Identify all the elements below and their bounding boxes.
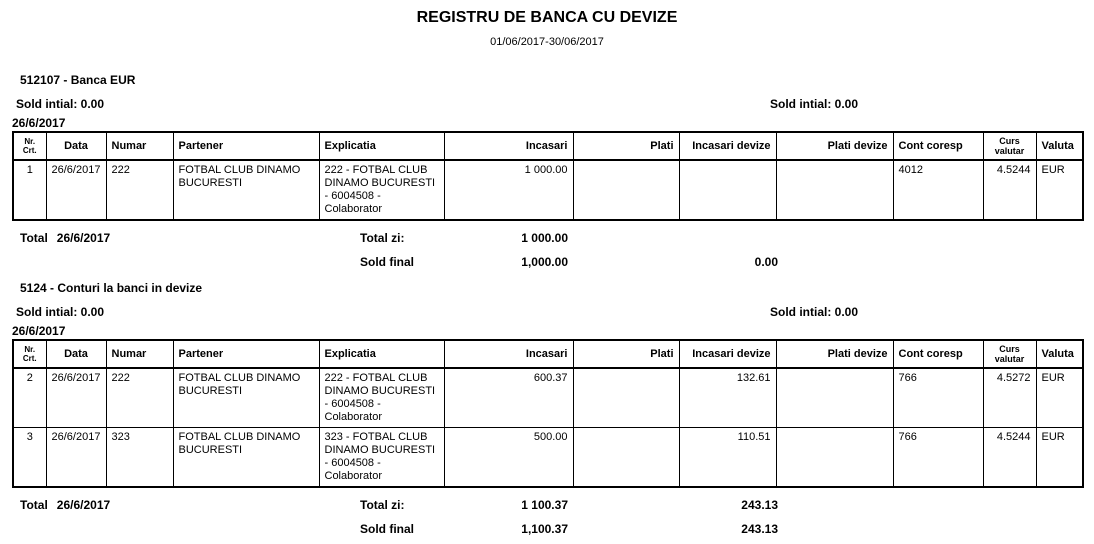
cell-partener: FOTBAL CLUB DINAMO BUCURESTI <box>173 368 319 428</box>
column-header-plati-devize: Plati devize <box>776 132 893 160</box>
sold-initial-right: Sold intial: 0.00 <box>770 305 859 319</box>
cell-curs-valutar: 4.5244 <box>983 428 1036 488</box>
cell-cont-coresp: 4012 <box>893 160 983 220</box>
cell-data: 26/6/2017 <box>46 428 106 488</box>
cell-incasari: 600.37 <box>444 368 573 428</box>
cell-incasari: 500.00 <box>444 428 573 488</box>
total-label: Total <box>20 231 48 245</box>
cell-numar: 222 <box>106 368 173 428</box>
date-heading: 26/6/2017 <box>12 116 66 130</box>
report-period: 01/06/2017-30/06/2017 <box>490 36 604 48</box>
sold-final-label: Sold final <box>360 255 414 269</box>
column-header-incasari: Incasari <box>444 132 573 160</box>
page-title: REGISTRU DE BANCA CU DEVIZE <box>416 9 678 26</box>
column-header-data: Data <box>46 132 106 160</box>
cell-data: 26/6/2017 <box>46 160 106 220</box>
column-header-incasari-devize: Incasari devize <box>679 340 776 368</box>
cell-explicatia: 222 - FOTBAL CLUB DINAMO BUCURESTI - 6004508 - Colaborator <box>319 368 444 428</box>
column-header-nr-crt: Nr. Crt. <box>13 132 46 160</box>
column-header-curs-valutar: Curs valutar <box>983 132 1036 160</box>
column-header-explicatia: Explicatia <box>319 132 444 160</box>
cell-nr-crt: 3 <box>13 428 46 488</box>
table-header-row <box>13 340 1083 368</box>
sold-initial-right: Sold intial: 0.00 <box>770 97 859 111</box>
total-date: 26/6/2017 <box>56 231 111 245</box>
cell-explicatia: 323 - FOTBAL CLUB DINAMO BUCURESTI - 6004508 - Colaborator <box>319 428 444 488</box>
column-header-plati: Plati <box>573 132 679 160</box>
sold-final-devize-value: 0.00 <box>754 255 778 269</box>
table-header-row <box>13 132 1083 160</box>
total-zi-label: Total zi: <box>360 498 405 512</box>
column-header-cont-coresp: Cont coresp <box>893 340 983 368</box>
cell-plati-devize <box>776 428 893 488</box>
cell-partener: FOTBAL CLUB DINAMO BUCURESTI <box>173 160 319 220</box>
cell-plati <box>573 160 679 220</box>
total-label: Total <box>20 498 48 512</box>
cell-numar: 222 <box>106 160 173 220</box>
sold-initial-row <box>0 97 1094 111</box>
column-header-incasari: Incasari <box>444 340 573 368</box>
total-zi-label: Total zi: <box>360 231 405 245</box>
account-title: 5124 - Conturi la banci in devize <box>20 281 203 295</box>
cell-plati <box>573 428 679 488</box>
total-zi-incasari-value: 1 100.37 <box>521 498 568 512</box>
cell-plati <box>573 368 679 428</box>
total-zi-incasari-value: 1 000.00 <box>521 231 568 245</box>
cell-curs-valutar: 4.5272 <box>983 368 1036 428</box>
total-date: 26/6/2017 <box>56 498 111 512</box>
totals-block <box>0 227 1094 277</box>
total-zi-devize-value: 243.13 <box>741 498 778 512</box>
cell-cont-coresp: 766 <box>893 368 983 428</box>
sold-final-incasari-value: 1,100.37 <box>521 522 568 536</box>
cell-partener: FOTBAL CLUB DINAMO BUCURESTI <box>173 428 319 488</box>
column-header-incasari-devize: Incasari devize <box>679 132 776 160</box>
totals-block <box>0 494 1094 544</box>
bank-register-table <box>12 339 1084 488</box>
sold-initial-row <box>0 305 1094 319</box>
cell-numar: 323 <box>106 428 173 488</box>
cell-explicatia: 222 - FOTBAL CLUB DINAMO BUCURESTI - 6004508 - Colaborator <box>319 160 444 220</box>
sold-final-devize-value: 243.13 <box>741 522 778 536</box>
column-header-valuta: Valuta <box>1036 340 1083 368</box>
account-section-conturi-devize <box>0 281 1094 544</box>
cell-data: 26/6/2017 <box>46 368 106 428</box>
cell-plati-devize <box>776 160 893 220</box>
column-header-partener: Partener <box>173 132 319 160</box>
total-date-heading <box>20 231 110 245</box>
date-heading: 26/6/2017 <box>12 324 66 338</box>
account-section-banca-eur <box>0 73 1094 277</box>
cell-plati-devize <box>776 368 893 428</box>
account-title: 512107 - Banca EUR <box>20 73 136 87</box>
cell-nr-crt: 1 <box>13 160 46 220</box>
column-header-numar: Numar <box>106 340 173 368</box>
column-header-plati: Plati <box>573 340 679 368</box>
column-header-nr-crt: Nr. Crt. <box>13 340 46 368</box>
table-row <box>13 428 1083 488</box>
sold-initial-left: Sold intial: 0.00 <box>16 305 105 319</box>
cell-valuta: EUR <box>1036 428 1083 488</box>
table-row <box>13 368 1083 428</box>
column-header-explicatia: Explicatia <box>319 340 444 368</box>
column-header-partener: Partener <box>173 340 319 368</box>
cell-valuta: EUR <box>1036 160 1083 220</box>
column-header-curs-valutar: Curs valutar <box>983 340 1036 368</box>
cell-cont-coresp: 766 <box>893 428 983 488</box>
cell-nr-crt: 2 <box>13 368 46 428</box>
column-header-numar: Numar <box>106 132 173 160</box>
bank-register-table <box>12 131 1084 221</box>
cell-incasari-devize: 110.51 <box>679 428 776 488</box>
cell-incasari-devize: 132.61 <box>679 368 776 428</box>
cell-incasari-devize <box>679 160 776 220</box>
column-header-data: Data <box>46 340 106 368</box>
sold-initial-left: Sold intial: 0.00 <box>16 97 105 111</box>
sold-final-label: Sold final <box>360 522 414 536</box>
cell-curs-valutar: 4.5244 <box>983 160 1036 220</box>
total-date-heading <box>20 498 110 512</box>
cell-incasari: 1 000.00 <box>444 160 573 220</box>
column-header-plati-devize: Plati devize <box>776 340 893 368</box>
column-header-valuta: Valuta <box>1036 132 1083 160</box>
table-row <box>13 160 1083 220</box>
column-header-cont-coresp: Cont coresp <box>893 132 983 160</box>
cell-valuta: EUR <box>1036 368 1083 428</box>
sold-final-incasari-value: 1,000.00 <box>521 255 568 269</box>
